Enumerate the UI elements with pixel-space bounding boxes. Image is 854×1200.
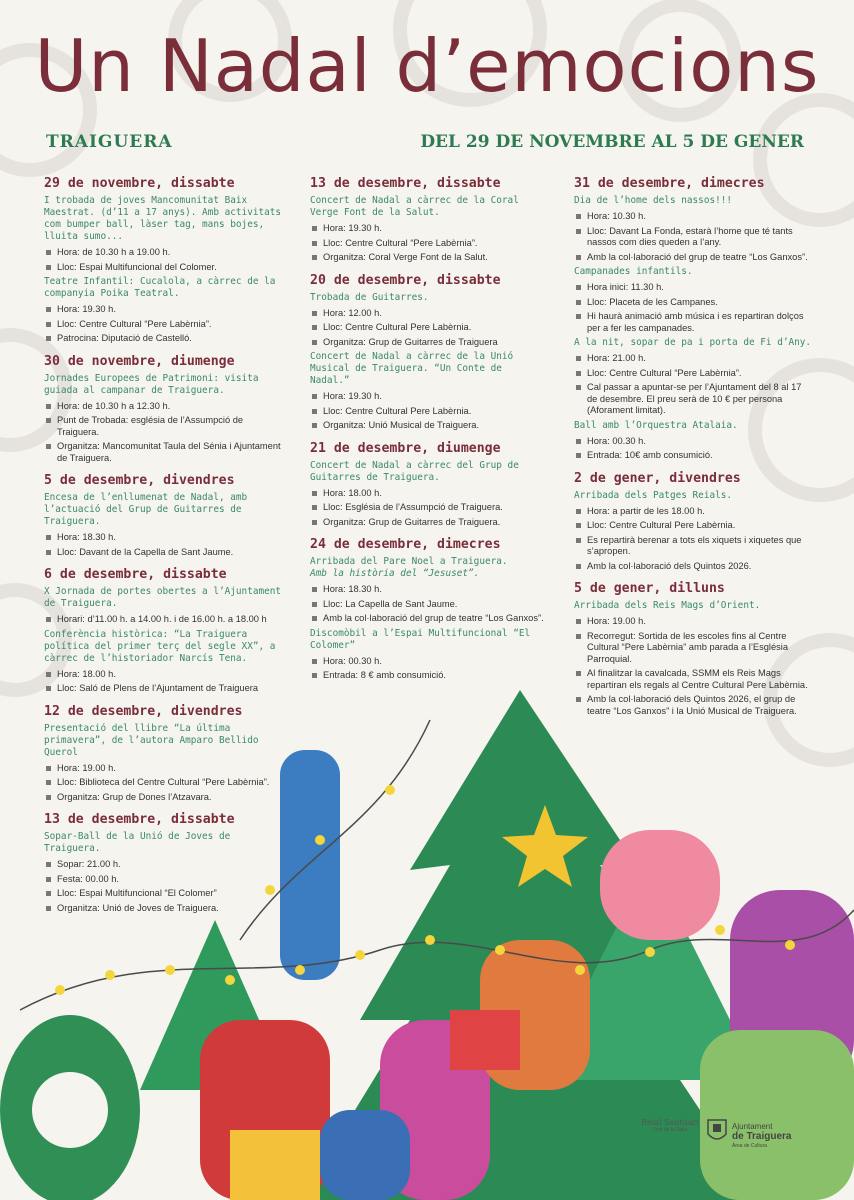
day-block (310, 441, 546, 529)
person-blue-jacket (280, 750, 340, 980)
event-detail: Hora: 19.00 h. (44, 763, 284, 775)
event-title: Teatre Infantil: Cucalola, a càrrec de la companyia Poika Teatral. (44, 276, 276, 299)
event-detail: Es repartirà berenar a tots els xiquets i xiquetes que s’apropen. (574, 535, 814, 558)
event-detail: Organitza: Grup de Guitarres de Traiguera (310, 337, 546, 349)
person-blue-bottom (320, 1110, 410, 1200)
event-detail: Lloc: Església de l’Assumpció de Traiguera. (310, 502, 546, 514)
day-block (44, 704, 284, 804)
event-detail: Lloc: Biblioteca del Centre Cultural “Pere Labèrnia”. (44, 777, 284, 789)
event-detail: Lloc: Davant La Fonda, estarà l’home que té tants nassos com dies queden a l’any. (574, 226, 814, 249)
gift-box (450, 1010, 520, 1070)
day-heading: 5 de desembre, divendres (44, 473, 235, 488)
town-name: TRAIGUERA (46, 132, 173, 152)
event-detail: Organitza: Grup de Guitarres de Traiguera. (310, 517, 546, 529)
event-detail: Hora: 19.00 h. (574, 616, 814, 628)
event-detail: Amb la col·laboració dels Quintos 2026. (574, 561, 814, 573)
event-detail: Lloc: Espai Multifuncional “El Colomer” (44, 888, 284, 900)
event-detail: Amb la col·laboració del grup de teatre “Los Ganxos”. (574, 252, 814, 264)
event-detail: Lloc: Centre Cultural “Pere Labèrnia”. (44, 319, 284, 331)
event-title: Encesa de l’enllumenat de Nadal, amb l’actuació del Grup de Guitarres de Traiguera. (44, 492, 248, 527)
event-detail: Lloc: Espai Multifuncional del Colomer. (44, 262, 284, 274)
event-detail: Organitza: Unió Musical de Traiguera. (310, 420, 546, 432)
event-title: Arribada del Pare Noel a Traiguera. (310, 556, 508, 567)
event-title: Concert de Nadal a càrrec del Grup de Guitarres de Traiguera. (310, 459, 519, 483)
event-detail: Hora: 18.30 h. (310, 584, 546, 596)
event-title: Arribada dels Patges Reials. (574, 489, 733, 501)
event-detail: Lloc: Centre Cultural Pere Labèrnia. (310, 322, 546, 334)
event-detail: Amb la col·laboració del grup de teatre “Los Ganxos”. (310, 613, 546, 625)
event-detail: Organitza: Grup de Dones l’Atzavara. (44, 792, 284, 804)
event-detail: Hora: de 10.30 h a 12.30 h. (44, 401, 284, 413)
event-detail: Hora: de 10.30 h a 19.00 h. (44, 247, 284, 259)
date-range: DEL 29 DE NOVEMBRE AL 5 DE GENER (420, 132, 804, 152)
event-detail: Hora: 19.30 h. (44, 304, 284, 316)
event-detail: Hora: 21.00 h. (574, 353, 814, 365)
event-detail: Hora: 00.30 h. (310, 656, 546, 668)
day-heading: 12 de desembre, divendres (44, 703, 243, 719)
event-detail: Hora inici: 11.30 h. (574, 282, 814, 294)
event-subtitle: Amb la història del “Jesuset”. (310, 568, 480, 579)
person-yellow-skirt (230, 1130, 320, 1200)
day-block (310, 176, 546, 264)
event-detail: Lloc: La Capella de Sant Jaume. (310, 599, 546, 611)
wreath-hole (32, 1072, 108, 1148)
day-block (44, 354, 284, 465)
event-detail: Hora: 00.30 h. (574, 436, 814, 448)
event-detail: Patrocina: Diputació de Castelló. (44, 333, 284, 345)
day-block (44, 812, 284, 914)
sanctuary-logo (640, 1118, 700, 1133)
sanctuary-subtitle: Font de la Salut (652, 1127, 688, 1133)
event-title: Dia de l’home dels nassos!!! (574, 195, 733, 206)
event-detail: Lloc: Centre Cultural Pere Labèrnia. (310, 406, 546, 418)
poster-title: Un Nadal d’emocions (34, 24, 820, 108)
event-detail: Lloc: Centre Cultural Pere Labèrnia. (574, 520, 814, 532)
day-heading: 20 de desembre, dissabte (310, 272, 501, 288)
person-pink-hat (600, 830, 720, 940)
event-detail: Organitza: Mancomunitat Taula del Sénia i Ajuntament de Traiguera. (44, 441, 284, 464)
day-heading: 21 de desembre, diumenge (310, 440, 501, 456)
event-detail: Hora: 18.00 h. (310, 488, 546, 500)
event-detail: Hora: 19.30 h. (310, 223, 546, 235)
day-heading: 13 de desembre, dissabte (310, 176, 501, 191)
town-hall-subtitle: Àrea de Cultura (732, 1143, 768, 1149)
event-detail: Amb la col·laboració dels Quintos 2026, el grup de teatre “Los Ganxos” i la Unió Musical de Traiguera. (574, 694, 814, 717)
schedule-column-1 (44, 176, 284, 923)
event-detail: Hi haurà animació amb música i es repartiran dolços per a fer les campanades. (574, 311, 814, 334)
event-title: Sopar-Ball de la Unió de Joves de Traiguera. (44, 831, 231, 854)
event-title: Trobada de Guitarres. (310, 291, 429, 303)
day-heading: 29 de novembre, dissabte (44, 176, 235, 191)
event-detail: Hora: a partir de les 18.00 h. (574, 506, 814, 518)
day-block (310, 537, 546, 682)
event-detail: Al finalitzar la cavalcada, SSMM els Reis Mags repartiran els regals al Centre Cultural Pere Labèrnia. (574, 668, 814, 691)
event-title: Presentació del llibre “La última primavera”, de l’autora Amparo Bellido Querol (44, 722, 259, 758)
day-block (574, 176, 814, 462)
day-heading: 5 de gener, dilluns (574, 581, 725, 596)
event-title: I trobada de joves Mancomunitat Baix Maestrat. (d’11 a 17 anys). Amb activitats com bumper ball, làser tag, mans bojes, lluita sumo... (44, 195, 282, 242)
event-detail: Lloc: Davant de la Capella de Sant Jaume. (44, 547, 284, 559)
town-hall-crest-icon (706, 1116, 728, 1146)
schedule-column-3 (574, 176, 814, 726)
day-block (44, 473, 284, 558)
event-detail: Entrada: 8 € amb consumició. (310, 670, 546, 682)
event-detail: Punt de Trobada: església de l’Assumpció de Traiguera. (44, 415, 284, 438)
event-detail: Sopar: 21.00 h. (44, 859, 284, 871)
event-detail: Entrada: 10€ amb consumició. (574, 450, 814, 462)
town-hall-prefix: Ajuntament (732, 1122, 773, 1131)
day-heading: 24 de desembre, dimecres (310, 537, 501, 552)
event-detail: Organitza: Coral Verge Font de la Salut. (310, 252, 546, 264)
event-title: Conferència històrica: “La Traiguera política del primer terç del segle XX”, a càrrec de l’historiador Narcís Tena. (44, 628, 276, 664)
event-title: A la nit, sopar de pa i porta de Fi d’Any. (574, 337, 812, 348)
day-heading: 2 de gener, divendres (574, 470, 741, 486)
day-heading: 31 de desembre, dimecres (574, 176, 765, 191)
event-title: Arribada dels Reis Mags d’Orient. (574, 600, 761, 611)
person-green-trumpet (700, 1030, 854, 1200)
event-detail: Organitza: Unió de Joves de Traiguera. (44, 903, 284, 915)
event-detail: Hora: 18.00 h. (44, 669, 284, 681)
day-block (44, 567, 284, 695)
day-heading: 30 de novembre, diumenge (44, 353, 235, 369)
event-detail: Horari: d’11.00 h. a 14.00 h. i de 16.00 h. a 18.00 h (44, 614, 284, 626)
day-heading: 13 de desembre, dissabte (44, 812, 235, 827)
day-heading: 6 de desembre, dissabte (44, 567, 227, 582)
event-detail: Hora: 10.30 h. (574, 211, 814, 223)
event-title: Concert de Nadal a càrrec de la Unió Musical de Traiguera. “Un Conte de Nadal.” (310, 351, 514, 386)
event-detail: Festa: 00.00 h. (44, 874, 284, 886)
event-detail: Lloc: Saló de Plens de l’Ajuntament de Traiguera (44, 683, 284, 695)
sanctuary-name: Reial Santuari (640, 1118, 700, 1127)
event-detail: Hora: 18.30 h. (44, 532, 284, 544)
event-title: Ball amb l’Orquestra Atalaia. (574, 419, 738, 431)
event-detail: Hora: 19.30 h. (310, 391, 546, 403)
event-title: Discomòbil a l’Espai Multifuncional “El Colomer” (310, 627, 531, 651)
day-block (574, 581, 814, 717)
event-title: X Jornada de portes obertes a l’Ajuntament de Traiguera. (44, 586, 282, 609)
day-block (574, 471, 814, 573)
day-block (44, 176, 284, 345)
day-block (310, 273, 546, 432)
event-title: Jornades Europees de Patrimoni: visita guiada al campanar de Traiguera. (44, 372, 259, 396)
event-title: Campanades infantils. (574, 266, 693, 277)
town-hall-name: de Traiguera (732, 1131, 792, 1142)
event-detail: Lloc: Placeta de les Campanes. (574, 297, 814, 309)
schedule-column-2 (310, 176, 546, 691)
event-detail: Hora: 12.00 h. (310, 308, 546, 320)
event-detail: Recorregut: Sortida de les escoles fins al Centre Cultural “Pere Labèrnia” amb parada a l’Església Parroquial. (574, 631, 814, 666)
event-detail: Lloc: Centre Cultural “Pere Labèrnia”. (574, 368, 814, 380)
event-title: Concert de Nadal a càrrec de la Coral Verge Font de la Salut. (310, 195, 519, 218)
event-detail: Cal passar a apuntar-se per l’Ajuntament del 8 al 17 de desembre. El preu serà de 10 € per persona (Aforament limitat). (574, 382, 814, 417)
event-detail: Lloc: Centre Cultural “Pere Labèrnia”. (310, 238, 546, 250)
